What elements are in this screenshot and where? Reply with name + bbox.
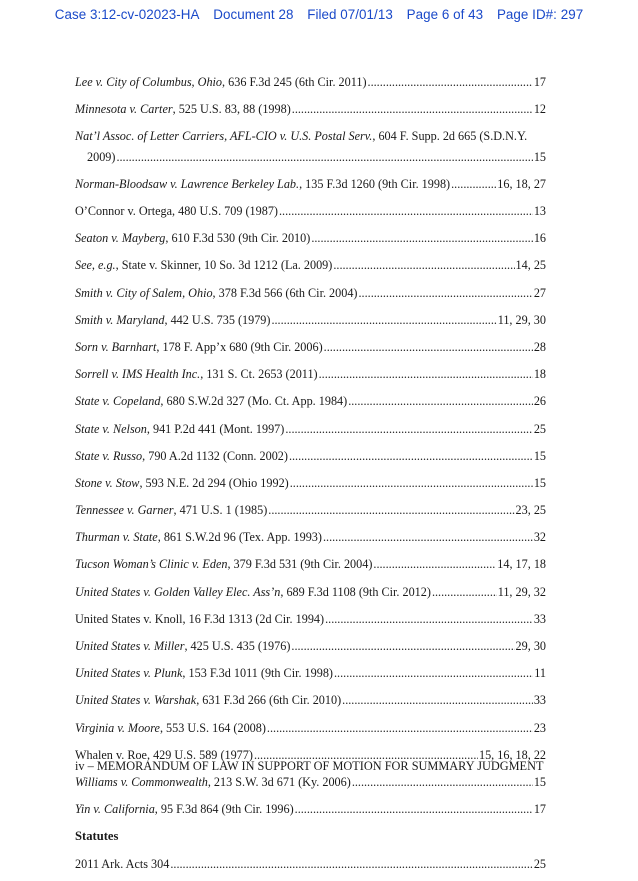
dot-leader	[323, 527, 533, 547]
case-name: Smith v. City of Salem, Ohio	[75, 285, 213, 300]
toc-entry	[75, 174, 546, 194]
page-numbers: 27	[533, 285, 546, 300]
dot-leader	[368, 72, 533, 92]
dot-leader	[311, 228, 533, 248]
case-citation: , 861 S.W.2d 96 (Tex. App. 1993)	[157, 530, 322, 545]
dot-leader	[271, 310, 496, 330]
toc-entry	[75, 228, 546, 248]
case-name: O’Connor v. Ortega, 480 U.S. 709 (1987)	[75, 204, 278, 219]
case-name: Norman-Bloodsaw v. Lawrence Berkeley Lab.	[75, 176, 300, 191]
filed-date: Filed 07/01/13	[307, 7, 393, 22]
case-citation: , 636 F.3d 245 (6th Cir. 2011)	[222, 75, 367, 89]
case-citation: , 95 F.3d 864 (9th Cir. 1996)	[154, 802, 294, 817]
statute-name: 2011 Ark. Acts 304	[75, 856, 170, 871]
toc-entry	[75, 609, 546, 629]
toc-entry	[75, 799, 546, 819]
case-name: State v. Nelson	[75, 421, 147, 436]
toc-entry	[75, 473, 546, 493]
dot-leader	[348, 391, 533, 411]
case-name: Williams v. Commonwealth	[75, 774, 208, 789]
dot-leader	[291, 636, 514, 656]
case-citation: , 135 F.3d 1260 (9th Cir. 1998)	[299, 176, 451, 191]
page-numbers: 12	[533, 102, 546, 117]
case-name: Tucson Woman’s Clinic v. Eden	[75, 557, 228, 572]
toc-entry	[75, 500, 546, 520]
dot-leader	[279, 201, 533, 221]
case-citation: , 178 F. App’x 680 (9th Cir. 2006)	[156, 339, 323, 354]
case-name: Thurman v. State	[75, 530, 158, 545]
toc-entry	[75, 554, 546, 574]
dot-leader	[359, 283, 533, 303]
toc-entry	[75, 310, 546, 330]
page-numbers: 14, 17, 18	[497, 557, 546, 572]
case-citation: , 425 U.S. 435 (1976)	[184, 639, 291, 654]
case-citation: , 610 F.3d 530 (9th Cir. 2010)	[165, 231, 311, 246]
case-citation: , 442 U.S. 735 (1979)	[164, 312, 271, 327]
dot-leader	[325, 609, 533, 629]
toc-entry	[75, 636, 546, 656]
page-numbers: 13	[533, 204, 546, 219]
page-numbers: 15	[533, 448, 546, 463]
page-numbers: 23, 25	[515, 503, 546, 518]
case-citation: , 689 F.3d 1108 (9th Cir. 2012)	[280, 584, 431, 599]
dot-leader	[290, 473, 533, 493]
toc-entry	[75, 126, 546, 167]
case-citation: , 378 F.3d 566 (6th Cir. 2004)	[212, 285, 358, 300]
case-citation: , 604 F. Supp. 2d 665 (S.D.N.Y.	[372, 129, 528, 144]
case-citation: , 941 P.2d 441 (Mont. 1997)	[146, 421, 285, 436]
case-name: Virginia v. Moore	[75, 720, 160, 735]
dot-leader	[333, 255, 514, 275]
page-numbers: 15	[533, 475, 546, 490]
case-name: United States v. Plunk	[75, 666, 183, 681]
case-citation: , 213 S.W. 3d 671 (Ky. 2006)	[207, 774, 351, 789]
case-name: United States v. Knoll, 16 F.3d 1313 (2d Cir. 1994)	[75, 611, 325, 626]
toc-entry	[75, 72, 546, 92]
case-citation: , 525 U.S. 83, 88 (1998)	[172, 102, 291, 117]
case-name: Lee v. City of Columbus, Ohio	[75, 75, 223, 89]
page-numbers: 15	[533, 774, 546, 789]
toc-entry	[75, 718, 546, 738]
case-citation-continued: 2009)	[87, 149, 116, 164]
toc-entry	[75, 364, 546, 384]
toc-entry	[75, 99, 546, 119]
case-citation: , 631 F.3d 266 (6th Cir. 2010)	[196, 693, 342, 708]
toc-entry	[75, 201, 546, 221]
page-numbers: 11, 29, 30	[497, 312, 546, 327]
page-numbers: 15	[533, 149, 546, 164]
dot-leader	[373, 554, 496, 574]
toc-entry	[75, 419, 546, 439]
page-numbers: 26	[533, 394, 546, 409]
case-number: Case 3:12-cv-02023-HA	[54, 7, 200, 22]
case-name: State v. Russo	[75, 448, 143, 463]
page-numbers: 23	[533, 720, 546, 735]
page-numbers: 25	[533, 856, 546, 871]
dot-leader	[324, 337, 533, 357]
case-name: Seaton v. Mayberg	[75, 231, 166, 246]
page-numbers: 11, 29, 32	[497, 584, 546, 599]
case-citation: , 593 N.E. 2d 294 (Ohio 1992)	[139, 475, 289, 490]
dot-leader	[432, 582, 497, 602]
case-citation: , 131 S. Ct. 2653 (2011)	[200, 367, 318, 382]
dot-leader	[319, 364, 533, 384]
dot-leader	[292, 99, 533, 119]
document-number: Document 28	[213, 7, 294, 22]
case-citation: , 153 F.3d 1011 (9th Cir. 1998)	[182, 666, 333, 681]
case-citation: , 553 U.S. 164 (2008)	[159, 720, 266, 735]
page-count: Page 6 of 43	[406, 7, 484, 22]
dot-leader	[352, 772, 533, 792]
case-name: United States v. Golden Valley Elec. Ass’n	[75, 584, 281, 599]
case-name: Tennessee v. Garner	[75, 503, 174, 518]
toc-entry	[75, 283, 546, 303]
page-numbers: 11	[534, 666, 546, 681]
dot-leader	[267, 718, 533, 738]
case-header	[0, 7, 638, 22]
toc-entry	[75, 446, 546, 466]
case-name: Yin v. California	[75, 802, 155, 817]
case-citation: , State v. Skinner, 10 So. 3d 1212 (La. 2009)	[115, 258, 333, 273]
case-name: See, e.g.	[75, 258, 116, 273]
dot-leader	[289, 446, 533, 466]
dot-leader	[116, 147, 532, 167]
toc-entry	[75, 255, 546, 275]
case-name: Sorrell v. IMS Health Inc.	[75, 367, 201, 382]
page-numbers: 18	[533, 367, 546, 382]
page-numbers: 17	[533, 75, 546, 89]
case-name: Whalen v. Roe, 429 U.S. 589 (1977)	[75, 747, 253, 762]
case-name: Sorn v. Barnhart	[75, 339, 157, 354]
case-citation: , 471 U.S. 1 (1985)	[173, 503, 268, 518]
toc-entry-statute	[75, 854, 546, 874]
case-citation: , 790 A.2d 1132 (Conn. 2002)	[142, 448, 288, 463]
dot-leader	[285, 419, 532, 439]
case-name: Smith v. Maryland	[75, 312, 165, 327]
toc-entry	[75, 337, 546, 357]
page-numbers: 16	[533, 231, 546, 246]
case-name: Nat’l Assoc. of Letter Carriers, AFL-CIO v. U.S. Postal Serv.	[75, 129, 373, 144]
statutes-heading: Statutes	[75, 829, 119, 844]
dot-leader	[268, 500, 514, 520]
case-name: State v. Copeland	[75, 394, 161, 409]
toc-entry	[75, 391, 546, 411]
dot-leader	[451, 174, 496, 194]
case-name: Stone v. Stow	[75, 475, 140, 490]
toc-entry	[75, 690, 546, 710]
page-numbers: 33	[533, 693, 546, 708]
dot-leader	[295, 799, 533, 819]
case-citation: , 379 F.3d 531 (9th Cir. 2004)	[227, 557, 373, 572]
page-footer: iv – MEMORANDUM OF LAW IN SUPPORT OF MOTION FOR SUMMARY JUDGMENT	[75, 759, 544, 773]
page-numbers: 15, 16, 18, 22	[478, 747, 546, 762]
page-numbers: 32	[533, 530, 546, 545]
page-numbers: 29, 30	[515, 639, 546, 654]
page-id: Page ID#: 297	[496, 7, 584, 22]
case-name: United States v. Miller	[75, 639, 185, 654]
dot-leader	[334, 663, 533, 683]
page-numbers: 14, 25	[515, 258, 546, 273]
page-numbers: 33	[533, 611, 546, 626]
toc-entry	[75, 772, 546, 792]
case-name: Minnesota v. Carter	[75, 102, 173, 117]
page-numbers: 25	[533, 421, 546, 436]
page-numbers: 28	[533, 339, 546, 354]
toc-entry	[75, 582, 546, 602]
page-numbers: 17	[533, 802, 546, 817]
toc-entry	[75, 663, 546, 683]
dot-leader	[342, 690, 533, 710]
case-name: United States v. Warshak	[75, 693, 197, 708]
case-citation: , 680 S.W.2d 327 (Mo. Ct. App. 1984)	[160, 394, 348, 409]
page-numbers: 16, 18, 27	[497, 176, 546, 191]
dot-leader	[170, 854, 532, 874]
toc-entry	[75, 527, 546, 547]
